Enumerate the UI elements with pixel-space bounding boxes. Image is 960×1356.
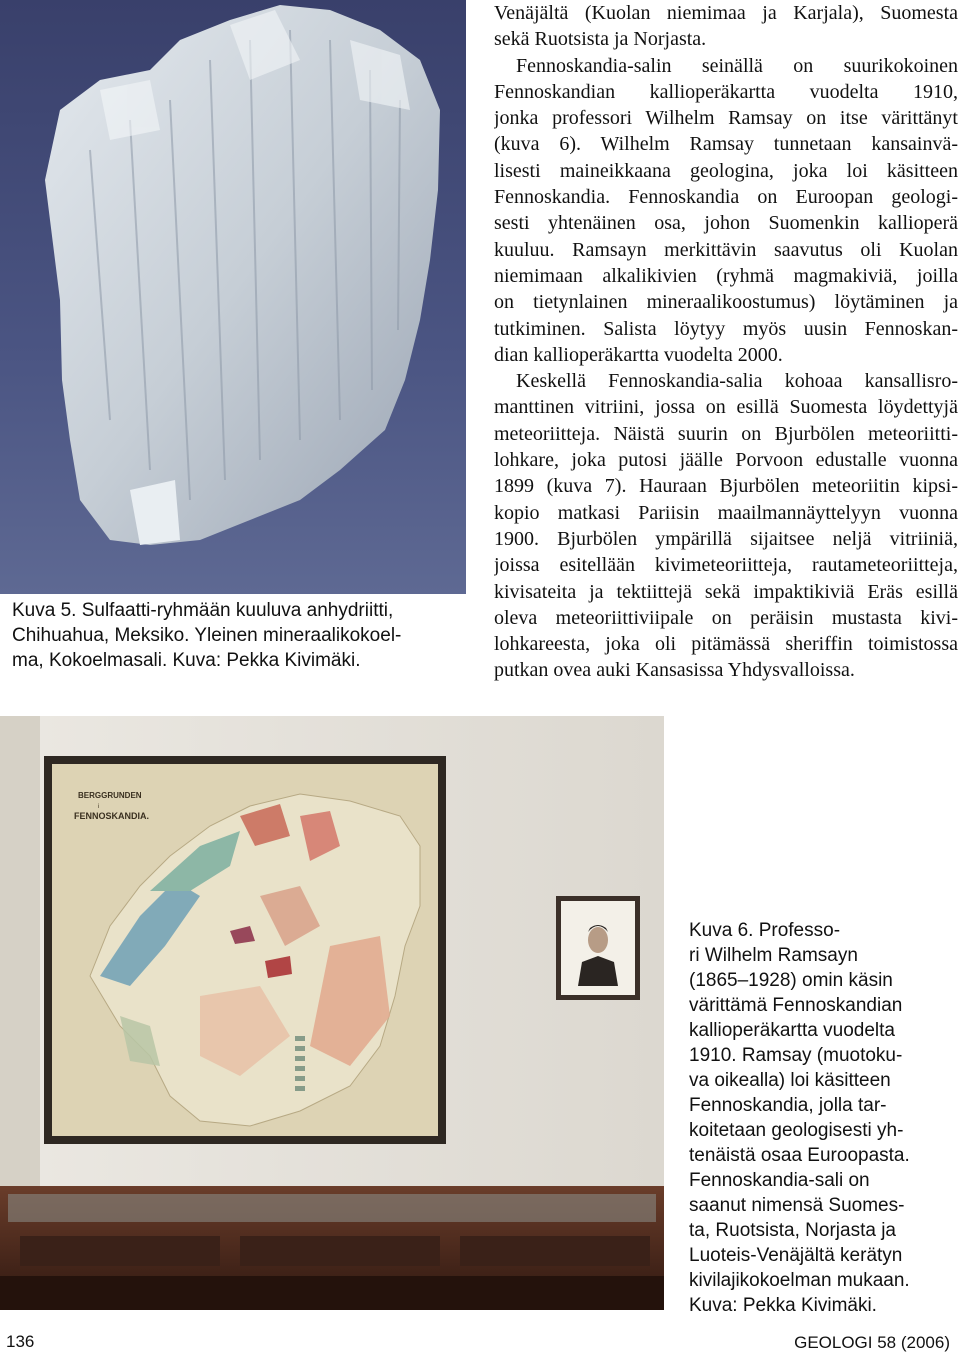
caption-line: va oikealla) loi käsitteen xyxy=(689,1070,891,1091)
anhydrite-photo xyxy=(0,0,466,594)
text-line: lohkare, joka putosi jäälle Porvoon edustalle vuonna xyxy=(494,449,958,472)
text-line: Fennoskandian kallioperäkartta vuodelta 1910, xyxy=(494,80,958,103)
caption-line: värittämä Fennoskandian xyxy=(689,995,903,1016)
text-line: tutkiminen. Salista löytyy myös uusin Fennoskan- xyxy=(494,317,958,340)
text-line: dian kallioperäkartta vuodelta 2000. xyxy=(494,343,783,366)
text-line: on tietynlainen mineraalikoostumus) löytäminen ja xyxy=(494,291,958,314)
figure-6-caption xyxy=(689,918,951,1318)
caption-line: Fennoskandia, jolla tar- xyxy=(689,1095,887,1116)
fennoscandia-map-photo xyxy=(0,716,664,1310)
caption-line: kallioperäkartta vuodelta xyxy=(689,1020,895,1041)
caption-line: tenäistä osaa Euroopasta. xyxy=(689,1145,910,1166)
text-line: oleva meteoriittiviipale on peräisin mustasta kivi- xyxy=(494,606,958,629)
fennoscandia-map-drawing xyxy=(0,716,664,1310)
article-body xyxy=(494,0,958,684)
text-line: sesti yhtenäinen osa, johon Suomenkin kallioperä xyxy=(494,212,958,235)
text-line: lohkareesta, joka oli pitämässä sheriffin toimistossa xyxy=(494,633,958,656)
text-line: meteoriitteja. Näistä suurin on Bjurbölen meteoriitti- xyxy=(494,422,958,445)
paragraph-2 xyxy=(494,53,958,369)
text-line: lisesti maineikkaana geologina, joka loi käsitteen xyxy=(494,159,958,182)
caption-line: (1865–1928) omin käsin xyxy=(689,970,893,991)
caption-line: Kuva 6. Professo- xyxy=(689,920,841,941)
caption-line: Kuva: Pekka Kivimäki. xyxy=(689,1295,877,1316)
text-line: sekä Ruotsista ja Norjasta. xyxy=(494,28,707,51)
caption-line: Luoteis-Venäjältä kerätyn xyxy=(689,1245,903,1266)
anhydrite-photo-drawing xyxy=(0,0,466,594)
text-line: 1900. Bjurbölen ympärillä sijaitsee neljä vitriiniä, xyxy=(494,527,958,550)
paragraph-1 xyxy=(494,0,958,53)
caption-line: kivilajikokoelman mukaan. xyxy=(689,1270,910,1291)
page-number: 136 xyxy=(6,1332,35,1351)
text-line: kivisateita ja tektiittejä sekä impaktikiviä Eräs esillä xyxy=(494,580,958,603)
text-line: kuuluu. Ramsayn merkittävin saavutus oli Kuolan xyxy=(494,238,958,261)
text-line: jonka professori Wilhelm Ramsay on itse värittänyt xyxy=(494,107,958,130)
text-line: Venäjältä (Kuolan niemimaa ja Karjala), Suomesta xyxy=(494,2,958,24)
text-line: (kuva 6). Wilhelm Ramsay tunnetaan kansainvä- xyxy=(494,133,958,156)
figure-5-caption xyxy=(12,598,460,673)
caption-line: saanut nimensä Suomes- xyxy=(689,1195,905,1216)
map-title-line: BERGGRUNDEN xyxy=(78,791,142,800)
caption-line: ma, Kokoelmasali. Kuva: Pekka Kivimäki. xyxy=(12,650,361,671)
caption-line: ri Wilhelm Ramsayn xyxy=(689,945,858,966)
caption-line: Fennoskandia-sali on xyxy=(689,1170,870,1191)
map-title-line: i xyxy=(98,804,100,810)
caption-line: Chihuahua, Meksiko. Yleinen mineraalikokoel- xyxy=(12,625,402,646)
text-line: kopio matkasi Pariisin maailmannäyttelyyn vuonna xyxy=(494,501,958,524)
caption-line: ta, Ruotsista, Norjasta ja xyxy=(689,1220,896,1241)
text-line: Fennoskandia-salin seinällä on suurikokoinen xyxy=(516,54,958,77)
journal-footer: GEOLOGI 58 (2006) xyxy=(794,1333,950,1352)
text-line: niemimaan alkalikivien (ryhmä magmakiviä, joilla xyxy=(494,264,958,287)
map-title-line: FENNOSKANDIA. xyxy=(74,811,150,821)
text-line: putkan ovea auki Kansasissa Yhdysvalloissa. xyxy=(494,659,855,682)
text-line: joissa esitellään kivimeteoriitteja, rautameteoriitteja, xyxy=(494,554,958,577)
caption-line: koitetaan geologisesti yh- xyxy=(689,1120,904,1141)
caption-line: Kuva 5. Sulfaatti-ryhmään kuuluva anhydriitti, xyxy=(12,600,394,621)
paragraph-3 xyxy=(494,368,958,684)
text-line: Fennoskandia. Fennoskandia on Euroopan geologi- xyxy=(494,186,958,209)
text-line: manttinen vitriini, jossa on esillä Suomesta löydettyjä xyxy=(494,396,958,419)
caption-line: 1910. Ramsay (muotoku- xyxy=(689,1045,903,1066)
text-line: 1899 (kuva 7). Hauraan Bjurbölen meteoriitin kipsi- xyxy=(494,475,958,498)
text-line: Keskellä Fennoskandia-salia kohoaa kansallisro- xyxy=(516,370,958,393)
